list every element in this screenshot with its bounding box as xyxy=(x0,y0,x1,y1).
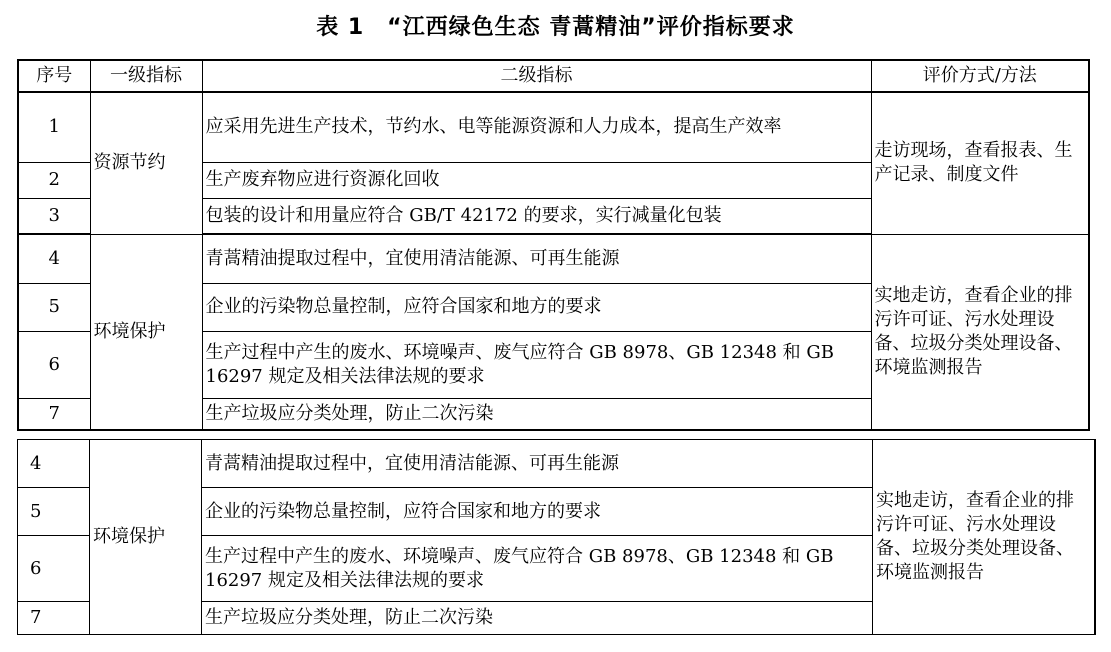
indicator-cell: 青蒿精油提取过程中，宜使用清洁能源、可再生能源 xyxy=(202,234,871,283)
table-row xyxy=(18,92,1089,162)
table-row xyxy=(18,234,1089,283)
category-cell: 环境保护 xyxy=(90,440,202,635)
indicator-table-duplicate xyxy=(17,439,1096,635)
indicator-cell: 生产过程中产生的废水、环境噪声、废气应符合 GB 8978、GB 12348 和 GB 16297 规定及相关法律法规的要求 xyxy=(202,536,873,602)
table-header-row xyxy=(18,60,1089,92)
row-index: 4 xyxy=(18,440,90,488)
header-index: 序号 xyxy=(18,60,90,92)
indicator-cell: 生产垃圾应分类处理，防止二次污染 xyxy=(202,602,873,635)
indicator-cell: 包装的设计和用量应符合 GB/T 42172 的要求，实行减量化包装 xyxy=(202,198,871,234)
header-method: 评价方式/方法 xyxy=(871,60,1089,92)
indicator-cell: 生产过程中产生的废水、环境噪声、废气应符合 GB 8978、GB 12348 和 GB 16297 规定及相关法律法规的要求 xyxy=(202,331,871,398)
indicator-cell: 青蒿精油提取过程中，宜使用清洁能源、可再生能源 xyxy=(202,440,873,488)
row-index: 2 xyxy=(18,162,90,198)
indicator-cell: 生产废弃物应进行资源化回收 xyxy=(202,162,871,198)
method-cell: 实地走访，查看企业的排污许可证、污水处理设备、垃圾分类处理设备、环境监测报告 xyxy=(873,440,1095,635)
row-index: 1 xyxy=(18,92,90,162)
method-cell: 走访现场，查看报表、生产记录、制度文件 xyxy=(871,92,1089,234)
category-cell: 环境保护 xyxy=(90,234,202,430)
indicator-cell: 应采用先进生产技术，节约水、电等能源资源和人力成本，提高生产效率 xyxy=(202,92,871,162)
table-title: 表 1 “江西绿色生态 青蒿精油”评价指标要求 xyxy=(316,15,795,40)
method-cell: 实地走访，查看企业的排污许可证、污水处理设备、垃圾分类处理设备、环境监测报告 xyxy=(871,234,1089,430)
row-index: 7 xyxy=(18,602,90,635)
header-level2: 二级指标 xyxy=(202,60,871,92)
indicator-table xyxy=(17,59,1090,431)
indicator-cell: 企业的污染物总量控制，应符合国家和地方的要求 xyxy=(202,488,873,536)
row-index: 4 xyxy=(18,234,90,283)
row-index: 6 xyxy=(18,536,90,602)
row-index: 6 xyxy=(18,331,90,398)
header-level1: 一级指标 xyxy=(90,60,202,92)
category-cell: 资源节约 xyxy=(90,92,202,234)
table-row xyxy=(18,440,1095,488)
row-index: 7 xyxy=(18,398,90,430)
indicator-cell: 生产垃圾应分类处理，防止二次污染 xyxy=(202,398,871,430)
row-index: 5 xyxy=(18,488,90,536)
indicator-cell: 企业的污染物总量控制，应符合国家和地方的要求 xyxy=(202,283,871,331)
row-index: 3 xyxy=(18,198,90,234)
row-index: 5 xyxy=(18,283,90,331)
